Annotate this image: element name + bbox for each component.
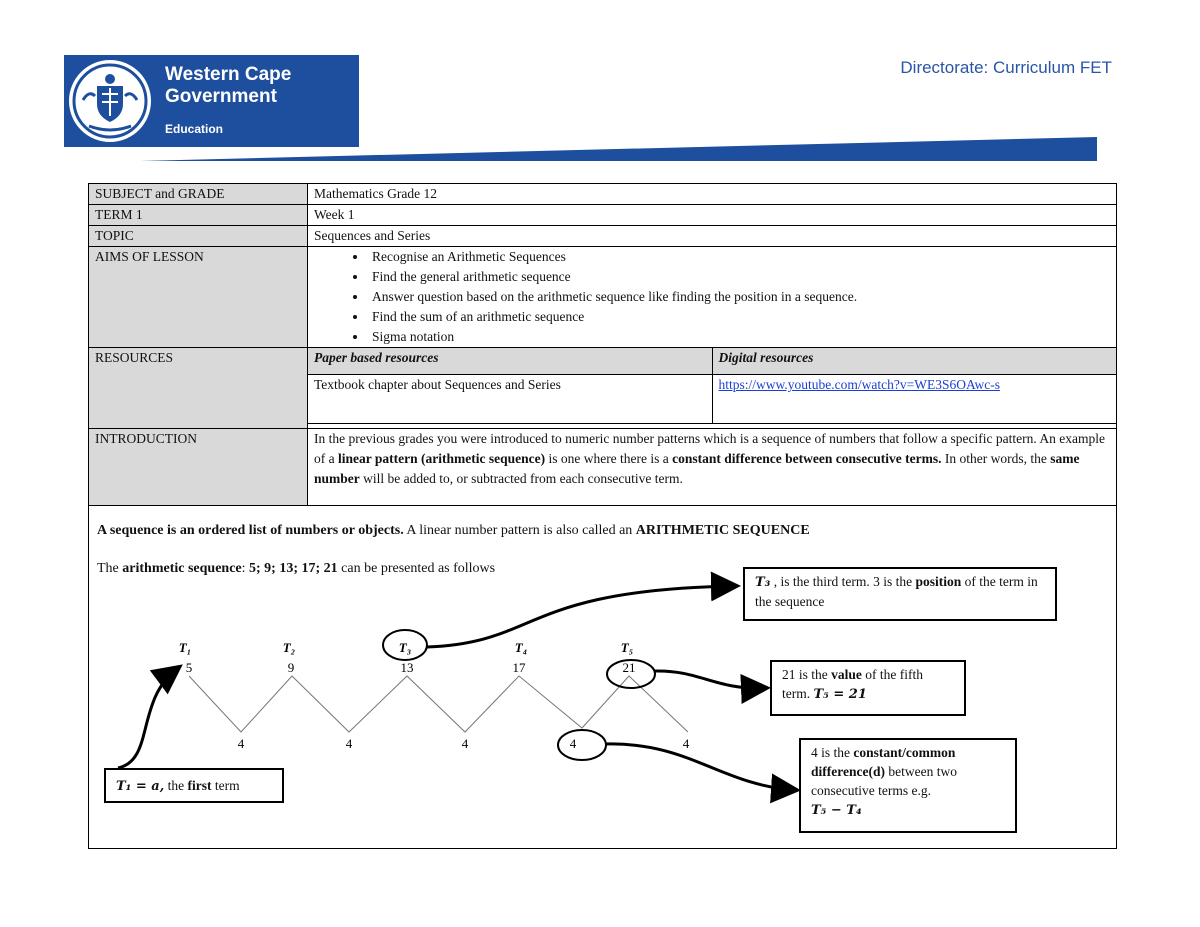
value-4: 17 <box>512 660 526 675</box>
subject-value: Mathematics Grade 12 <box>308 184 1117 205</box>
aims-label: AIMS OF LESSON <box>89 247 308 348</box>
paper-header: Paper based resources <box>308 348 712 375</box>
arrow-t1 <box>118 668 178 768</box>
term-label-1: T₁ <box>178 640 192 655</box>
directorate-title: Directorate: Curriculum FET <box>900 58 1112 77</box>
term-label-3: T₃ <box>398 640 412 655</box>
diff-4: 4 <box>569 736 577 751</box>
sequence-line: The arithmetic sequence: 5; 9; 13; 17; 21 can be presented as follows <box>97 561 496 576</box>
highlight-4 <box>558 730 606 760</box>
value-5: 21 <box>622 660 636 675</box>
subject-label: SUBJECT and GRADE <box>89 184 308 205</box>
resources-label: RESOURCES <box>89 348 308 429</box>
intro-text: In the previous grades you were introduced to numeric number patterns which is a sequence of numbers that follow a specific pattern. An example of a linear pattern (arithmetic sequence) is one where there is a constant difference between consecutive terms. In other words, the same number will be added to, or subtracted from each consecutive term. <box>308 429 1117 506</box>
intro-label: INTRODUCTION <box>89 429 308 506</box>
term-label-2: T₂ <box>282 640 296 655</box>
digital-resource-link[interactable]: https://www.youtube.com/watch?v=WE3S6OAwc-s <box>718 377 1000 392</box>
topic-label: TOPIC <box>89 226 308 247</box>
term-label: TERM 1 <box>89 205 308 226</box>
diff-2: 4 <box>345 736 353 751</box>
arrow-4 <box>606 744 795 790</box>
term-label-4: T₄ <box>514 640 528 655</box>
list-item: • Recognise an Arithmetic Sequences <box>368 247 1110 267</box>
term-value: Week 1 <box>308 205 1117 226</box>
callout-position: T₃ , is the third term. 3 is the position of the term in the sequence <box>743 567 1057 621</box>
paper-value: Textbook chapter about Sequences and Series <box>308 375 712 424</box>
callout-value: 21 is the value of the fifth term. T₅ = 21 <box>770 660 966 716</box>
list-item: • Answer question based on the arithmetic sequence like finding the position in a sequence. <box>368 287 1110 307</box>
term-label-5: T₅ <box>620 640 634 655</box>
callout-difference: 4 is the constant/common difference(d) between two consecutive terms e.g. T₅ − T₄ <box>799 738 1017 833</box>
value-2: 9 <box>287 660 295 675</box>
diff-3: 4 <box>461 736 469 751</box>
list-item: • Find the general arithmetic sequence <box>368 267 1110 287</box>
logo-line1: Western Cape <box>165 64 292 85</box>
list-item: • Sigma notation <box>368 327 1110 347</box>
definition-line: A sequence is an ordered list of numbers or objects. A linear number pattern is also called an ARITHMETIC SEQUENCE <box>97 523 810 538</box>
logo-line2: Government <box>165 86 277 107</box>
diff-1: 4 <box>237 736 245 751</box>
arrow-t3 <box>427 586 735 647</box>
arrow-21 <box>655 671 765 688</box>
callout-first-term: T₁ = a, the first term <box>104 768 284 803</box>
logo-line3: Education <box>165 122 224 136</box>
diff-5: 4 <box>682 736 690 751</box>
value-3: 13 <box>400 660 414 675</box>
digital-header: Digital resources <box>712 348 1116 375</box>
list-item: • Find the sum of an arithmetic sequence <box>368 307 1110 327</box>
topic-value: Sequences and Series <box>308 226 1117 247</box>
value-1: 5 <box>185 660 193 675</box>
